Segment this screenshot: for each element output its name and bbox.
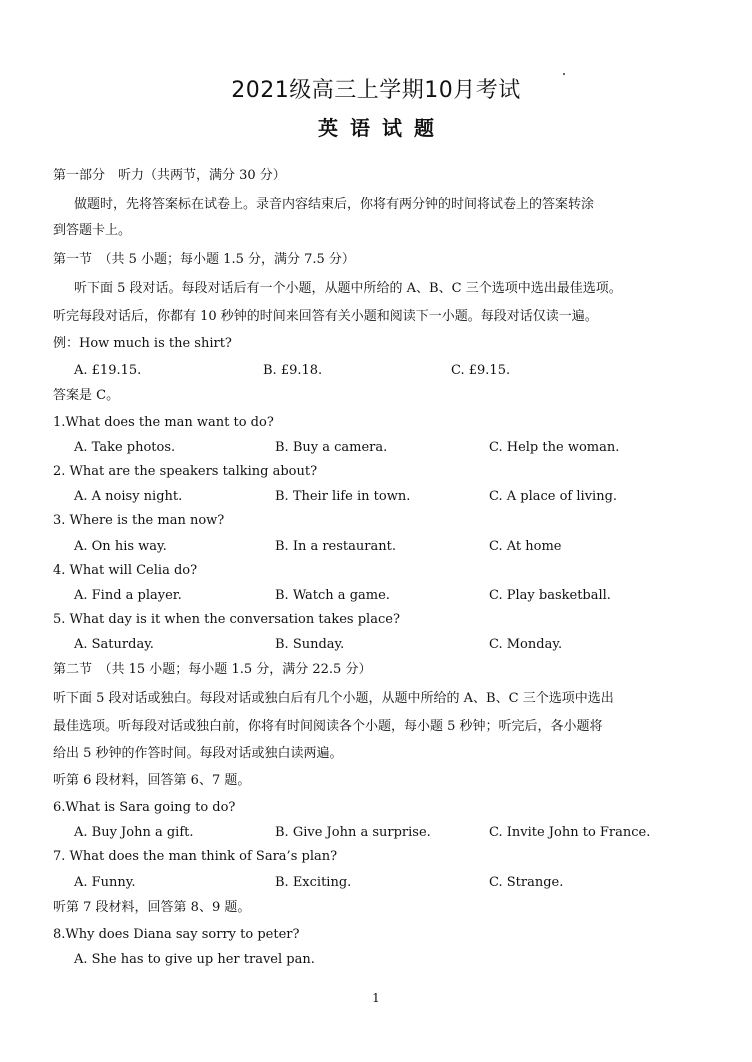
section-instruction: 到答题卡上。 xyxy=(53,223,132,238)
option-a: A. On his way. xyxy=(74,539,167,554)
example-option-b: B. £9.18. xyxy=(263,363,323,378)
part-heading: 第二节 （共 15 小题；每小题 1.5 分，满分 22.5 分） xyxy=(53,662,372,677)
option-b: B. Give John a surprise. xyxy=(275,825,431,840)
part-instruction: 给出 5 秒钟的作答时间。每段对话或独白读两遍。 xyxy=(53,746,343,761)
question-6: 6.What is Sara going to do? xyxy=(53,800,236,815)
option-c: C. At home xyxy=(489,539,562,554)
option-b: B. Sunday. xyxy=(275,637,345,652)
option-b: B. Their life in town. xyxy=(275,489,411,504)
exam-title: 2021级高三上学期10月考试 xyxy=(231,78,521,103)
option-c: C. Invite John to France. xyxy=(489,825,651,840)
question-2: 2. What are the speakers talking about? xyxy=(53,464,318,479)
question-5: 5. What day is it when the conversation takes place? xyxy=(53,612,400,627)
option-c: C. Monday. xyxy=(489,637,563,652)
option-b: B. Watch a game. xyxy=(275,588,390,603)
example-answer: 答案是 C。 xyxy=(53,388,120,403)
question-3: 3. Where is the man now? xyxy=(53,513,225,528)
option-c: C. A place of living. xyxy=(489,489,618,504)
question-7: 7. What does the man think of Sara’s plan? xyxy=(53,849,338,864)
example-option-c: C. £9.15. xyxy=(451,363,511,378)
part-heading: 第一节 （共 5 小题；每小题 1.5 分，满分 7.5 分） xyxy=(53,252,355,267)
question-1: 1.What does the man want to do? xyxy=(53,415,274,430)
page-number: 1 xyxy=(372,991,380,1005)
part-instruction: 听下面 5 段对话或独白。每段对话或独白后有几个小题，从题中所给的 A、B、C 三个选项中选出 xyxy=(53,691,614,706)
option-b: B. In a restaurant. xyxy=(275,539,396,554)
option-a: A. Funny. xyxy=(74,875,136,890)
material-heading: 听第 7 段材料，回答第 8、9 题。 xyxy=(53,900,251,915)
exam-subtitle: 英语试题 xyxy=(318,116,446,140)
part-instruction: 最佳选项。听每段对话或独白前，你将有时间阅读各个小题，每小题 5 秒钟；听完后，各小题将 xyxy=(53,719,603,734)
option-a: A. A noisy night. xyxy=(74,489,183,504)
section-instruction: 做题时，先将答案标在试卷上。录音内容结束后，你将有两分钟的时间将试卷上的答案转涂 xyxy=(74,197,595,212)
section-heading: 第一部分 听力（共两节，满分 30 分） xyxy=(53,168,286,183)
option-b: B. Buy a camera. xyxy=(275,440,388,455)
option-a: A. She has to give up her travel pan. xyxy=(74,952,315,967)
option-a: A. Find a player. xyxy=(74,588,182,603)
option-a: A. Take photos. xyxy=(74,440,176,455)
option-c: C. Play basketball. xyxy=(489,588,611,603)
scan-dot xyxy=(563,73,565,75)
example-option-a: A. £19.15. xyxy=(74,363,142,378)
question-4: 4. What will Celia do? xyxy=(53,563,198,578)
part-instruction: 听完每段对话后，你都有 10 秒钟的时间来回答有关小题和阅读下一小题。每段对话仅读一遍。 xyxy=(53,309,598,324)
part-instruction: 听下面 5 段对话。每段对话后有一个小题，从题中所给的 A、B、C 三个选项中选出最佳选项。 xyxy=(74,281,622,296)
example-question: 例：How much is the shirt? xyxy=(53,336,232,351)
question-8: 8.Why does Diana say sorry to peter? xyxy=(53,927,300,942)
option-b: B. Exciting. xyxy=(275,875,352,890)
material-heading: 听第 6 段材料，回答第 6、7 题。 xyxy=(53,773,251,788)
option-c: C. Help the woman. xyxy=(489,440,620,455)
option-a: A. Buy John a gift. xyxy=(74,825,194,840)
option-c: C. Strange. xyxy=(489,875,564,890)
option-a: A. Saturday. xyxy=(74,637,154,652)
